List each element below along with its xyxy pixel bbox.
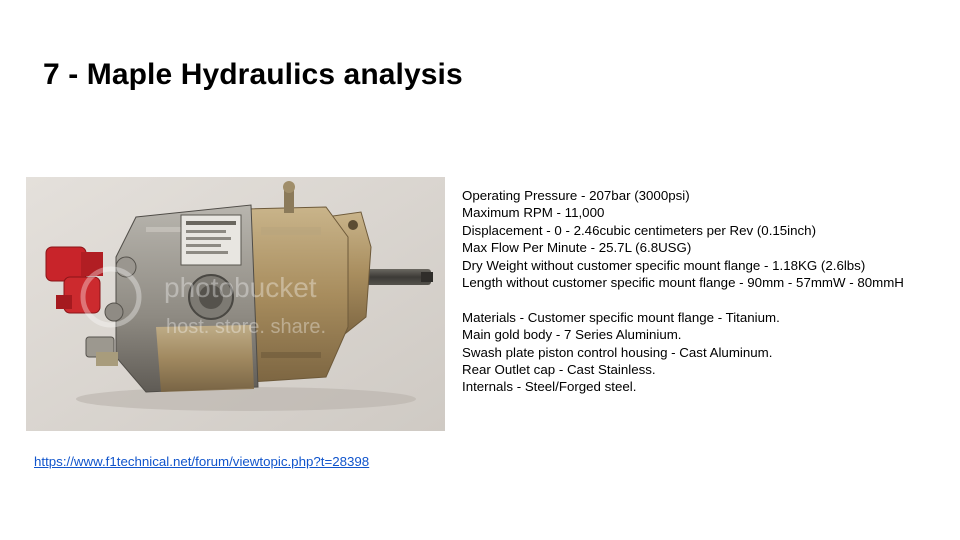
spec-line: Operating Pressure - 207bar (3000psi)	[462, 188, 690, 203]
material-line: Materials - Customer specific mount flange - Titanium.	[462, 309, 780, 325]
material-line: Rear Outlet cap - Cast Stainless.	[462, 362, 656, 378]
watermark-photobucket: photobucket	[164, 272, 317, 303]
material-line: Main gold body - 7 Series Aluminium.	[462, 327, 682, 343]
spec-line: Max Flow Per Minute - 25.7L (6.8USG)	[462, 240, 692, 256]
spec-block	[462, 187, 952, 396]
slide-title: 7 - Maple Hydraulics analysis	[43, 58, 463, 91]
spec-line: Displacement - 0 - 2.46cubic centimeters per Rev (0.15inch)	[462, 222, 816, 238]
watermark-tagline: host. store. share.	[166, 316, 327, 338]
spacer	[462, 291, 952, 308]
pump-photo	[26, 177, 445, 431]
source-link[interactable]: https://www.f1technical.net/forum/viewtopic.php?t=28398	[34, 454, 370, 469]
material-line: Swash plate piston control housing - Cast Aluminum.	[462, 344, 773, 360]
spec-line: Dry Weight without customer specific mount flange - 1.18KG (2.6lbs)	[462, 257, 866, 273]
spec-line: Maximum RPM - 11,000	[462, 205, 605, 221]
spec-line: Length without customer specific mount flange - 90mm - 57mmW - 80mmH	[462, 275, 904, 291]
material-line: Internals - Steel/Forged steel.	[462, 379, 637, 395]
